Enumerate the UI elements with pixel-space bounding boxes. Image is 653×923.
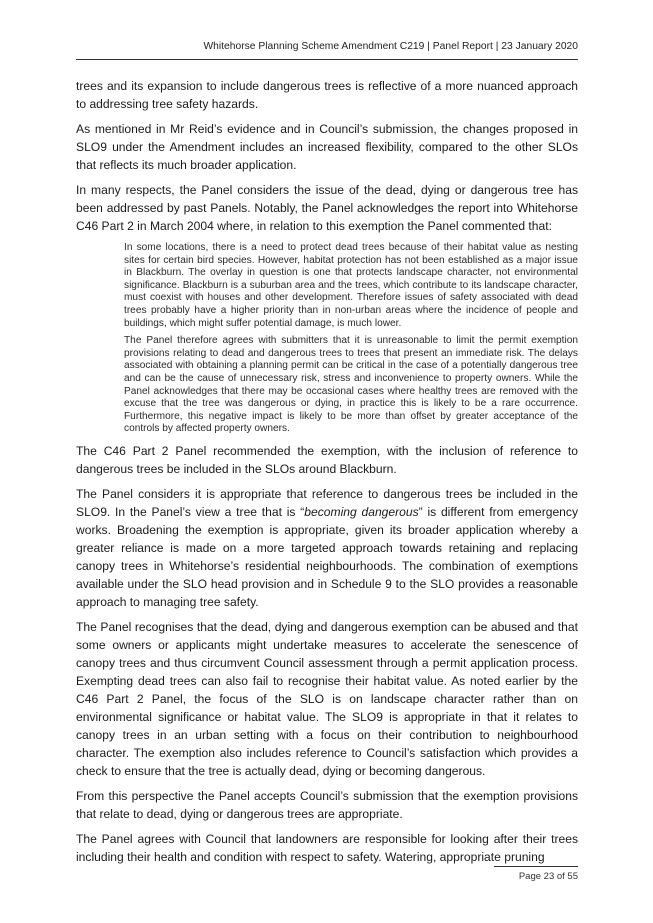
paragraph-text-start: The Panel considers it is appropriate that reference to dangerous trees be included in the SLO9. In the Panel’s view a tree that is “ <box>76 486 578 519</box>
quote-paragraph-habitat: In some locations, there is a need to protect dead trees because of their habitat value as nesting sites for certain bird species. However, habitat protection has not been established as a major issue in Blackburn. The overlay in question is one that protects landscape character, not environmental significance. Blackburn is a suburban area and the trees, which contribute to its landscape character, must coexist with houses and other development. Therefore issues of safety associated with dead trees probably have a higher priority than in non-urban areas where the incidence of people and buildings, which might suffer potential damage, is much lower. <box>124 242 578 329</box>
page-number: Page 23 of 55 <box>518 871 578 882</box>
page-footer <box>494 866 578 883</box>
paragraph-c46-recommendation: The C46 Part 2 Panel recommended the exemption, with the inclusion of reference to dangerous trees be included in the SLOs around Blackburn. <box>76 443 578 476</box>
paragraph-panel-accepts: From this perspective the Panel accepts Council’s submission that the exemption provisions that relate to dead, dying or dangerous trees are appropriate. <box>76 788 578 821</box>
paragraph-mr-reid-evidence: As mentioned in Mr Reid’s evidence and in Council’s submission, the changes proposed in SLO9 under the Amendment includes an increased flexibility, compared to the other SLOs that reflects its much broader application. <box>76 122 578 172</box>
emphasis-becoming-dangerous: becoming dangerous <box>304 504 419 519</box>
paragraph-past-panels: In many respects, the Panel considers the issue of the dead, dying or dangerous tree has been addressed by past Panels. Notably, the Panel acknowledges the report into Whitehorse C46 Part 2 in March 2004 where, in relation to this exemption the Panel commented that: <box>76 183 578 233</box>
page-body <box>76 77 578 873</box>
paragraph-panel-considers <box>76 485 578 611</box>
paragraph-tree-safety-continuation: trees and its expansion to include dangerous trees is reflective of a more nuanced approach to addressing tree safety hazards. <box>76 79 578 111</box>
paragraph-landowner-responsibility: The Panel agrees with Council that landowners are responsible for looking after their trees including their health and condition with respect to safety. Watering, appropriate pruning <box>76 831 578 864</box>
header-text: Whitehorse Planning Scheme Amendment C219 | Panel Report | 23 January 2020 <box>203 41 578 52</box>
paragraph-exemption-abuse: The Panel recognises that the dead, dying and dangerous exemption can be abused and that some owners or applicants might undertake measures to accelerate the senescence of canopy trees and thus circumvent Council assessment through a permit application process. Exempting dead trees can also fail to recognise their habitat value. As noted earlier by the C46 Part 2 Panel, the focus of the SLO is on landscape character rather than on environmental significance or habitat value. The SLO9 is appropriate in that it relates to canopy trees in an urban setting with a focus on their contribution to neighbourhood character. The exemption also includes reference to Council’s satisfaction which provides a check to ensure that the tree is actually dead, dying or becoming dangerous. <box>76 619 578 778</box>
block-quote-c46-panel <box>124 242 578 436</box>
paragraph-text-end: ” is different from emergency works. Broadening the exemption is appropriate, given its broader application whereby a greater reliance is made on a more targeted approach towards retaining and replacing canopy trees in Whitehorse’s residential neighbourhoods. The combination of exemptions available under the SLO head provision and in Schedule 9 to the SLO provides a reasonable approach to managing tree safety. <box>76 504 578 609</box>
quote-paragraph-exemption: The Panel therefore agrees with submitters that it is unreasonable to limit the permit exemption provisions relating to dead and dangerous trees to trees that present an immediate risk. The delays associated with obtaining a planning permit can be critical in the case of a potentially dangerous tree and can be the cause of unnecessary risk, stress and inconvenience to property owners. While the Panel acknowledges that there may be occasional cases where healthy trees are removed with the excuse that the tree was dangerous or dying, in practice this is likely to be a rare occurrence. Furthermore, this negative impact is likely to be more than offset by greater acceptance of the controls by affected property owners. <box>124 335 578 435</box>
page-header <box>76 40 578 60</box>
